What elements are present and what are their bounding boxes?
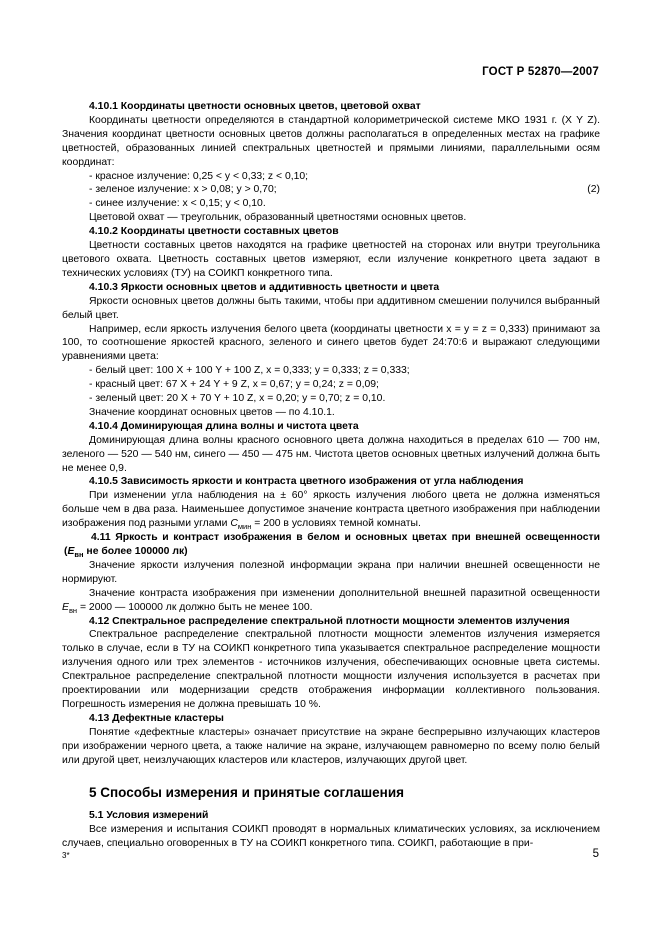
section-4-11-text-b: = 2000 — 100000 лк должно быть не менее 100. — [77, 601, 313, 613]
equation-number: (2) — [587, 184, 600, 196]
section-4-10-5-title: 4.10.5 Зависимость яркости и контраста цветного изображения от угла наблюдения — [89, 476, 524, 488]
section-4-11-paragraph-1: Значение яркости излучения полезной информации экрана при наличии внешней освещенности не нормируют. — [62, 559, 600, 585]
section-4-10-2-paragraph: Цветности составных цветов находятся на графике цветностей на сторонах или внутри треугольника цветового охвата. Цветность составных цветов измеряют, если излучение конкретного цвета задают в технических условиях (ТУ) на СОИКП конкретного типа. — [62, 240, 600, 279]
color-gamut-definition: Цветовой охват — треугольник, образованный цветностями основных цветов. — [89, 212, 467, 224]
section-4-11-paragraph-2 — [62, 587, 600, 615]
section-4-10-1-title: 4.10.1 Координаты цветности основных цветов, цветовой охват — [89, 101, 421, 112]
section-4-12-title: 4.12 Спектральное распределение спектральной плотности мощности элементов излучения — [89, 615, 570, 627]
section-4-10-4-paragraph: Доминирующая длина волны красного основного цвета должна находиться в пределах 610 — 700 нм, зеленого — 520 — 540 нм, синего — 450 — 475 нм. Чистота цветов основных цветных излучений должна быть не менее 0,9. — [62, 434, 600, 474]
contrast-symbol: C — [230, 518, 238, 530]
section-4-10-3-paragraph-3: Значение координат основных цветов — по 4.10.1. — [89, 406, 335, 418]
green-color-equation: - зеленый цвет: 20 X + 70 Y + 10 Z, x = 0,20; y = 0,70; z = 0,10. — [89, 393, 386, 405]
contrast-subscript: мин — [237, 522, 252, 532]
page-number: 5 — [592, 848, 599, 860]
section-4-10-1-paragraph: Координаты цветности определяются в стандартной колориметрической системе МКО 1931 г. (X Y Z). Значения координат цветности основных цветов должны располагаться в определенных местах на графике цветностей, образованных линией спектральных цветностей и прямыми линиями, параллельными осям координат: — [62, 114, 600, 168]
section-4-10-2-title: 4.10.2 Координаты цветности составных цветов — [89, 226, 339, 238]
section-4-11-title-a: 4.11 Яркость и контраст изображения в белом и основных цветах при внешней освещенности ( — [64, 532, 600, 557]
illuminance-symbol-2: E — [62, 601, 69, 613]
section-4-10-3-paragraph-2: Например, если яркость излучения белого цвета (координаты цветности x = y = z = 0,333) принимают за 100, то соотношение яркостей красного, зеленого и синего цветов будет 24:70:6 и выражают следующими уравнениями цвета: — [62, 323, 600, 363]
section-4-13-title: 4.13 Дефектные кластеры — [89, 712, 224, 724]
page-content — [62, 100, 600, 851]
section-4-11-text-a: Значение контраста изображения при изменении дополнительной внешней паразитной освещенности — [89, 587, 600, 599]
sheet-mark: 3* — [62, 851, 70, 860]
section-4-11-title — [62, 531, 600, 559]
section-4-12-paragraph: Спектральное распределение спектральной плотности мощности элементов излучения измеряется только в случае, если в ТУ на СОИКП конкретного типа указывается спектральное распределение мощности излучения одного или трех элементов - источников излучения, обеспечивающих основные цвета системы. Спектральное распределение спектральной плотности мощности излучения используется в расчетах при проектировании или модернизации средств отображения информации коллективного пользования. Погрешность измерения не должна превышать 10 %. — [62, 629, 600, 710]
section-4-10-3-paragraph-1: Яркости основных цветов должны быть такими, чтобы при аддитивном смешении получился выбранный белый цвет. — [62, 295, 600, 321]
section-5-title: 5 Способы измерения и принятые соглашения — [89, 784, 405, 800]
standard-header: ГОСТ Р 52870—2007 — [482, 66, 599, 78]
illuminance-subscript: вн — [74, 550, 84, 560]
section-5-1-title: 5.1 Условия измерений — [89, 810, 209, 822]
red-emission-line: - красное излучение: 0,25 < y < 0,33; z < 0,10; — [89, 170, 309, 182]
green-emission-line — [62, 183, 600, 197]
red-color-equation: - красный цвет: 67 X + 24 Y + 9 Z, x = 0,67; y = 0,24; z = 0,09; — [89, 379, 379, 391]
section-5-1-paragraph: Все измерения и испытания СОИКП проводят в нормальных климатических условиях, за исключением случаев, специально оговоренных в ТУ на СОИКП конкретного типа. СОИКП, работающие в при- — [62, 824, 600, 850]
section-4-10-5-text-a: При изменении угла наблюдения на ± 60° яркость излучения любого цвета не должна изменяться больше чем в два раза. Наименьшее допустимое значение контраста цветного изображения при наблюдении изображения под разными углами — [62, 490, 600, 530]
white-color-equation: - белый цвет: 100 X + 100 Y + 100 Z, x = 0,333; y = 0,333; z = 0,333; — [89, 365, 410, 377]
green-emission-text: - зеленое излучение: x > 0,08; y > 0,70; — [89, 184, 277, 196]
section-4-10-5-text-b: = 200 в условиях темной комнаты. — [251, 518, 421, 530]
section-4-11-title-b: не более 100000 лк) — [83, 546, 188, 557]
section-4-10-4-title: 4.10.4 Доминирующая длина волны и чистота цвета — [89, 420, 359, 432]
section-4-10-5-paragraph — [62, 489, 600, 531]
section-4-13-paragraph: Понятие «дефектные кластеры» означает присутствие на экране беспрерывно излучающих кластеров при изображении черного цвета, а также наличие на экране, излучающем равномерно по всему полю белый или другой цвет, неизлучающих кластеров или кластеров, излучающих другой цвет. — [62, 726, 600, 766]
illuminance-symbol: E — [67, 546, 75, 557]
section-4-10-3-title: 4.10.3 Яркости основных цветов и аддитивность цветности и цвета — [89, 281, 440, 293]
illuminance-subscript-2: вн — [68, 605, 78, 615]
blue-emission-line: - синее излучение: x < 0,15; y < 0,10. — [89, 198, 266, 210]
